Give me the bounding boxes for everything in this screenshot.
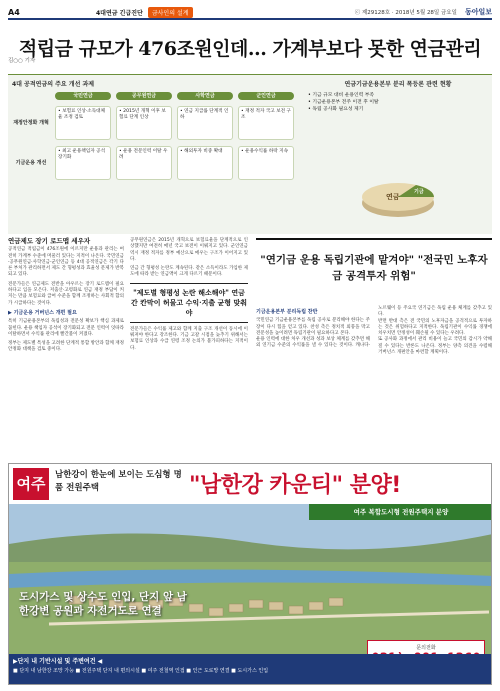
grid-cell: • 운용 전문인력 이탈 우려 xyxy=(116,146,172,180)
column-header: 군인연금 xyxy=(238,92,294,100)
ad-region-badge: 여주 xyxy=(13,468,49,500)
paragraph: 또 공사화 과정에서 관리 비용이 늘고 국민의 감시가 약해질 수 있다는 반론도 나온다. 정부는 양측 의견을 수렴해 거버넌스 개편안을 마련할 계획이다. xyxy=(378,337,492,356)
byline: 김○○ 기자 xyxy=(8,58,36,64)
independence-panel xyxy=(304,75,492,235)
pie-label: 연금 xyxy=(386,192,400,201)
page-number: A4 xyxy=(8,7,20,17)
paragraph: 공적연금 적립금이 476조원에 이르지만 운용과 관리는 여전히 가계부 수준에 머물러 있다는 지적이 나온다. 국민연금·공무원연금·사학연금·군인연금 등 4대 공적연금은 각기 다른 부처가 관리하면서 제도 간 형평성과 효율성 문제가 반복되고 있다. xyxy=(8,247,124,278)
grid-corner xyxy=(12,92,50,100)
masthead xyxy=(8,6,492,20)
sub-heading: ▶ 기금운용 거버넌스 개편 필요 xyxy=(8,309,77,316)
ad-footer-text: ■ 단지 내 남한강 조망 가능 ■ 전원주택 단지 내 편의시설 ■ 여주 전철역 인접 ■ 인근 도로망 연결 ■ 도시가스 인입 xyxy=(13,668,269,674)
paragraph: 특히 기금운용본부의 독립성과 전문성 확보가 핵심 과제로 꼽힌다. 운용 책임자 공석이 장기화되고 전문 인력이 잇따라 이탈하면서 수익률 관리에 빨간불이 켜졌다. xyxy=(8,319,124,337)
grid-cell: • 보험료 인상·소득대체율 조정 검토 xyxy=(55,106,111,140)
grid-cell: • 해외투자 비중 확대 xyxy=(177,146,233,180)
paragraph: 운용 인력에 대한 처우 개선과 성과 보상 체계를 갖추면 해외 연기금 수준의 수익률을 낼 수 있다는 것이다. 캐나다·노르웨이 등 주요국 연기금은 독립 운용 체계를 갖추고 있다. xyxy=(256,306,492,349)
infographic-title-right: 연금기금운용본부 분리 폭등론 관련 현황 xyxy=(344,81,452,88)
pension-pie-illustration xyxy=(358,163,438,223)
infographic-title-left: 4대 공적연금의 주요 개선 과제 xyxy=(12,81,95,88)
sub-heading: 기금운용본부 분리독립 찬반 xyxy=(256,309,318,315)
ad-footer-title: ▶단지 내 기반시설 및 주변여건 ◀ xyxy=(13,658,103,665)
point-item: • 기금 규모 대비 운용인력 부족 xyxy=(308,93,375,98)
reform-grid xyxy=(12,92,294,180)
main-headline: 적립금 규모가 476조원인데… 가계부보다 못한 연금관리 xyxy=(18,38,482,60)
column-title: 연금제도 장기 로드맵 세우자 xyxy=(8,237,91,245)
column-header: 국민연금 xyxy=(55,92,111,100)
paragraph: 공무원연금은 2015년 개혁으로 보험료율을 단계적으로 인상했지만 여전히 매년 국고 보전이 이뤄지고 있다. 군인연금 역시 재정 적자를 정부 예산으로 메우는 구조가 이어지고 있다. xyxy=(130,238,248,262)
ad-intro-text: 남한강이 한눈에 보이는 도심형 명품 전원주택 xyxy=(55,470,182,493)
row-label: 기금운용 개선 xyxy=(15,160,47,166)
ad-subtitle-banner: 여주 복합도시형 전원주택지 분양 xyxy=(309,504,492,520)
issue-date: ⓒ 제29128호 · 2018년 5월 28일 금요일 xyxy=(354,10,457,16)
point-item: • 기금운용본부 전주 이전 후 이탈 xyxy=(308,100,379,105)
paragraph: 연금 간 형평성 논란도 계속된다. 같은 소득이라도 가입한 제도에 따라 받는 연금액이 크게 다르기 때문이다. xyxy=(130,266,248,278)
paragraph: 전문가들은 수익률 제고와 함께 지출 구조 개선이 동시에 이뤄져야 한다고 강조한다. 기금 고갈 시점을 늦추기 위해서는 보험료 인상과 수급 연령 조정 논의가 불가피하다는 지적이다. xyxy=(130,326,248,351)
article-column-1 xyxy=(8,238,124,357)
paragraph: 반면 반대 측은 전 국민의 노후자금을 공격적으로 투자하는 것은 위험하다고 지적한다. 독립기관이 수익률 경쟁에 치우치면 안정성이 훼손될 수 있다는 우려다. xyxy=(378,318,492,337)
column-header: 공무원연금 xyxy=(116,92,172,100)
point-item: • 독립 공사화 필요성 제기 xyxy=(308,107,364,112)
ad-header xyxy=(9,464,492,504)
grid-cell: • 최고 운용책임자 공석 장기화 xyxy=(55,146,111,180)
infographic xyxy=(8,74,492,234)
paragraph: 국민연금 기금운용본부를 독립 공사로 분리해야 한다는 주장이 다시 힘을 얻고 있다. 찬성 측은 정치적 외풍을 막고 전문성을 높이려면 독립기관이 필요하다고 본다. xyxy=(256,318,370,336)
paragraph: 정부는 제도별 특성을 고려한 단계적 통합 방안과 함께 재정 안정화 대책을 검토 중이다. xyxy=(8,341,124,353)
section-title: 4대연금 긴급진단 xyxy=(96,9,143,17)
pie-label: 기금 xyxy=(414,189,424,195)
grid-cell: • 운용수익률 하락 지속 xyxy=(238,146,294,180)
real-estate-ad[interactable] xyxy=(8,463,492,685)
section-badge: 금사인의 설계 xyxy=(148,7,193,18)
ad-slogan: 도시가스 및 상수도 인입, 단지 앞 남한강변 공원과 자전거도로 연결 xyxy=(19,591,187,617)
paragraph: 전문가들은 연금제도 전반을 아우르는 장기 로드맵이 필요하다고 입을 모은다. 저출산·고령화로 연금 재정 부담이 커지는 만큼 보험료와 급여 수준을 함께 조정하는 사회적 합의가 시급하다는 것이다. xyxy=(8,281,124,306)
independence-points xyxy=(308,92,488,113)
ad-headline: "남한강 카운티" 분양! xyxy=(189,473,401,498)
reform-table xyxy=(8,75,298,235)
ad-footer xyxy=(9,654,492,685)
column-header: 사학연금 xyxy=(177,92,233,100)
grid-cell: • 연금 지급률 단계적 인하 xyxy=(177,106,233,140)
pull-quote: "제도별 형평성 논란 해소해야" 연금 간 칸막이 허물고 수익·지출 균형 맞춰야 xyxy=(130,283,248,323)
paper-logo: 동아일보 xyxy=(464,7,492,16)
grid-cell: • 재정 적자 국고 보전 구조 xyxy=(238,106,294,140)
side-headline: "연기금 운용 독립기관에 맡겨야" "전국민 노후자금 공격투자 위험" xyxy=(256,238,492,304)
grid-cell: • 2015년 개혁 이후 보험료 단계 인상 xyxy=(116,106,172,140)
contact-label: 문의전화 xyxy=(416,645,436,651)
article-column-2 xyxy=(130,238,248,355)
side-article-body xyxy=(256,306,492,356)
aerial-site-photo xyxy=(9,504,492,654)
row-label: 재정안정화 개혁 xyxy=(13,120,49,126)
